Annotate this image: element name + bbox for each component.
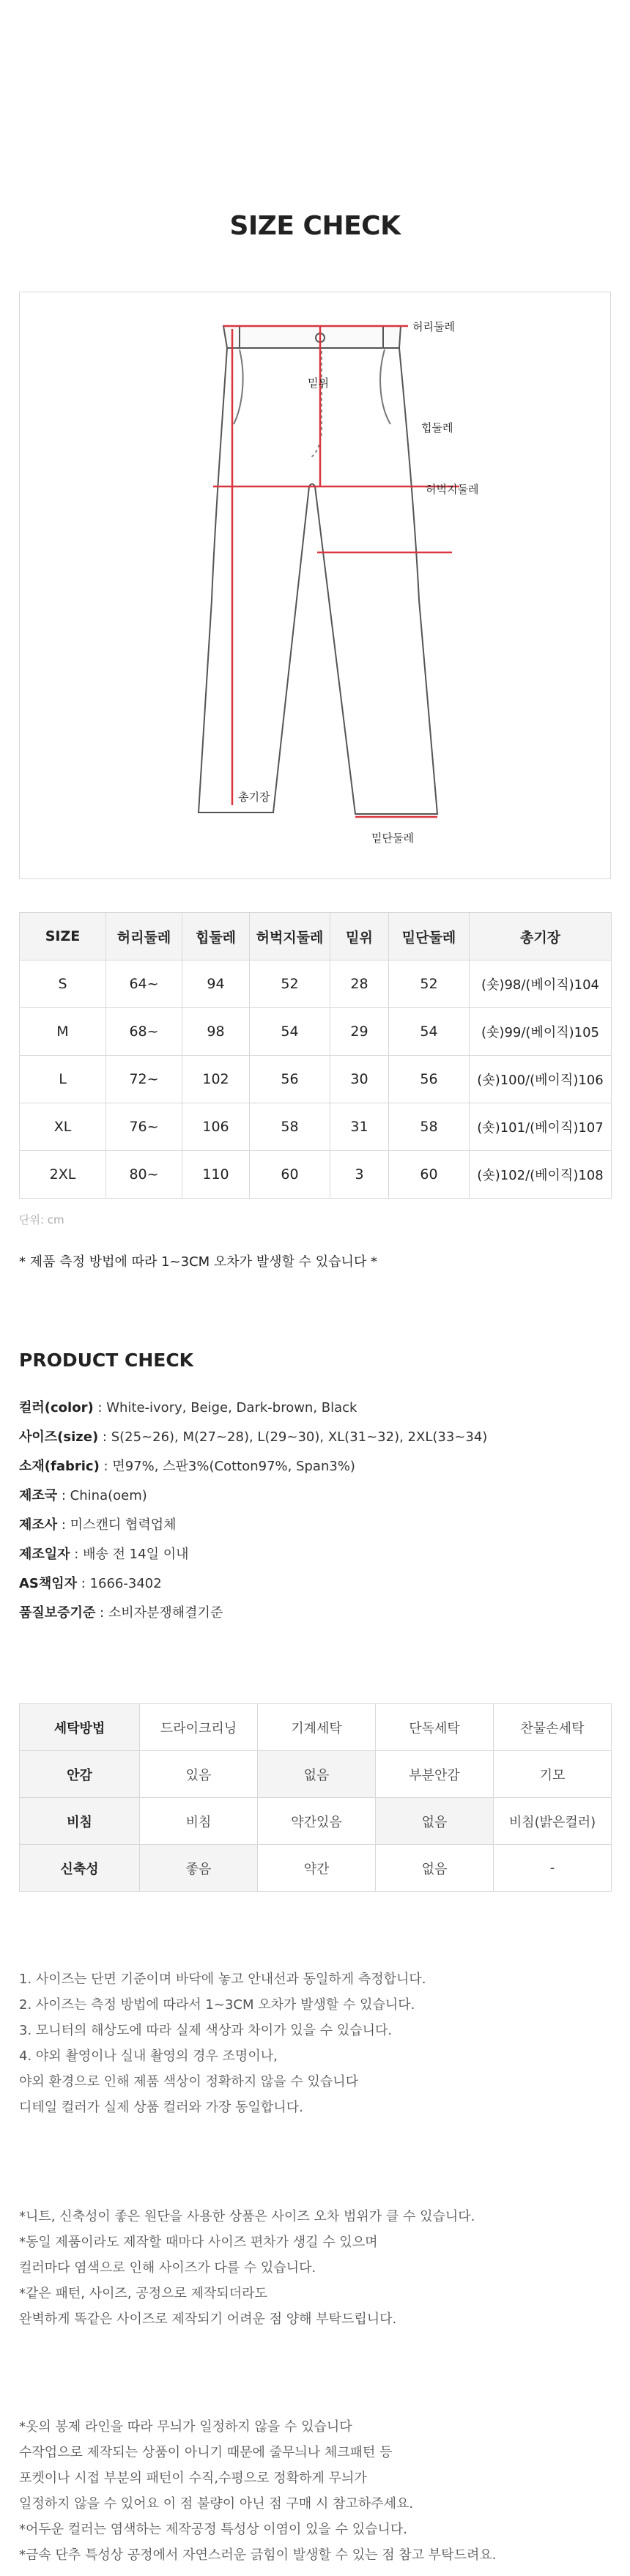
waist-cell: 72~ bbox=[106, 1056, 182, 1103]
waist-cell: 68~ bbox=[106, 1008, 182, 1056]
note-line: 2. 사이즈는 측정 방법에 따라서 1~3CM 오차가 발생할 수 있습니다. bbox=[19, 1997, 415, 2013]
table-row bbox=[20, 1704, 612, 1751]
table-row bbox=[20, 1845, 612, 1892]
table-row bbox=[20, 1751, 612, 1798]
spec-value: : 소비자분쟁해결기준 bbox=[95, 1605, 223, 1621]
thigh-label: 허벅지둘레 bbox=[426, 483, 479, 496]
option-cell: 기모 bbox=[494, 1751, 612, 1798]
spec-as-contact bbox=[19, 1573, 162, 1592]
note-line: 컬러마다 염색으로 인해 사이즈가 다를 수 있습니다. bbox=[19, 2260, 316, 2276]
option-cell: 없음 bbox=[376, 1845, 494, 1892]
unit-note: 단위: cm bbox=[19, 1213, 64, 1226]
spec-value: : China(oem) bbox=[57, 1488, 147, 1503]
option-cell: 드라이크리닝 bbox=[140, 1704, 258, 1751]
spec-value: : White-ivory, Beige, Dark-brown, Black bbox=[93, 1400, 357, 1415]
note-line: *금속 단추 특성상 공정에서 자연스러운 긁힘이 발생할 수 있는 점 참고 부탁드려요. bbox=[19, 2547, 497, 2563]
note-line: *니트, 신축성이 좋은 원단을 사용한 상품은 사이즈 오차 범위가 클 수 있습니다. bbox=[19, 2209, 475, 2224]
spec-value: : S(25~26), M(27~28), L(29~30), XL(31~32), 2XL(33~34) bbox=[98, 1429, 488, 1445]
hem-cell: 60 bbox=[389, 1151, 470, 1199]
spec-value: : 면97%, 스판3%(Cotton97%, Span3%) bbox=[99, 1459, 355, 1474]
option-cell: 비침 bbox=[140, 1798, 258, 1845]
spec-label: 컬러(color) bbox=[19, 1400, 94, 1415]
rise-cell: 3 bbox=[330, 1151, 389, 1199]
length-label: 총기장 bbox=[238, 791, 270, 804]
row-header: 안감 bbox=[20, 1751, 140, 1798]
hip-cell: 102 bbox=[182, 1056, 250, 1103]
size-table-header: 허벅지둘레 bbox=[250, 913, 330, 961]
note-line: 3. 모니터의 해상도에 따라 실제 색상과 차이가 있을 수 있습니다. bbox=[19, 2023, 393, 2038]
spec-value: : 1666-3402 bbox=[77, 1576, 162, 1591]
size-table-header: 밑단둘레 bbox=[389, 913, 470, 961]
note-line: 디테일 컬러가 실제 상품 컬러와 가장 동일합니다. bbox=[19, 2100, 303, 2115]
rise-cell: 28 bbox=[330, 961, 389, 1008]
hip-cell: 98 bbox=[182, 1008, 250, 1056]
row-header: 비침 bbox=[20, 1798, 140, 1845]
note-line: *옷의 봉제 라인을 따라 무늬가 일정하지 않을 수 있습니다 bbox=[19, 2419, 352, 2435]
note-line: *같은 패턴, 사이즈, 공정으로 제작되더라도 bbox=[19, 2286, 267, 2301]
length-cell: (숏)100/(베이직)106 bbox=[470, 1056, 612, 1103]
thigh-cell: 60 bbox=[250, 1151, 330, 1199]
size-table-header: SIZE bbox=[20, 913, 106, 961]
spec-value: : 배송 전 14일 이내 bbox=[70, 1547, 189, 1562]
note-line: 1. 사이즈는 단면 기준이며 바닥에 놓고 안내선과 동일하게 측정합니다. bbox=[19, 1972, 426, 1987]
thigh-cell: 52 bbox=[250, 961, 330, 1008]
size-cell: M bbox=[20, 1008, 106, 1056]
size-table-header-row bbox=[20, 913, 612, 961]
spec-label: 사이즈(size) bbox=[19, 1429, 99, 1445]
note-line: 일정하지 않을 수 있어요 이 점 불량이 아닌 점 구매 시 참고하주세요. bbox=[19, 2496, 414, 2512]
table-row bbox=[20, 1103, 612, 1151]
spec-fabric bbox=[19, 1456, 355, 1475]
size-cell: XL bbox=[20, 1103, 106, 1151]
measurement-error-note: * 제품 측정 방법에 따라 1~3CM 오차가 발생할 수 있습니다 * bbox=[19, 1254, 378, 1270]
knit-notes bbox=[19, 2204, 475, 2332]
hem-cell: 54 bbox=[389, 1008, 470, 1056]
note-line: *동일 제품이라도 제작할 때마다 사이즈 편차가 생길 수 있으며 bbox=[19, 2235, 378, 2250]
waist-cell: 64~ bbox=[106, 961, 182, 1008]
hem-cell: 56 bbox=[389, 1056, 470, 1103]
length-cell: (숏)101/(베이직)107 bbox=[470, 1103, 612, 1151]
hip-cell: 110 bbox=[182, 1151, 250, 1199]
option-cell-selected: 좋음 bbox=[140, 1845, 258, 1892]
waist-cell: 76~ bbox=[106, 1103, 182, 1151]
size-cell: L bbox=[20, 1056, 106, 1103]
spec-value: : 미스캔디 협력업체 bbox=[57, 1517, 177, 1533]
table-row bbox=[20, 1056, 612, 1103]
size-check-title: SIZE CHECK bbox=[229, 211, 401, 241]
table-row bbox=[20, 1151, 612, 1199]
hip-label: 힙둘레 bbox=[421, 421, 453, 434]
option-cell: 단독세탁 bbox=[376, 1704, 494, 1751]
option-cell-selected: 없음 bbox=[376, 1798, 494, 1845]
note-line: 완벽하게 똑같은 사이즈로 제작되기 어려운 점 양해 부탁드립니다. bbox=[19, 2312, 397, 2327]
note-line: 4. 야외 촬영이나 실내 촬영의 경우 조명이나, bbox=[19, 2048, 278, 2064]
row-header: 세탁방법 bbox=[20, 1704, 140, 1751]
size-table bbox=[19, 912, 612, 1199]
note-line: 포켓이나 시접 부분의 패턴이 수직,수평으로 정확하게 무늬가 bbox=[19, 2470, 367, 2486]
note-line: 야외 환경으로 인해 제품 색상이 정확하지 않을 수 있습니다 bbox=[19, 2074, 359, 2090]
size-cell: S bbox=[20, 961, 106, 1008]
size-table-header: 총기장 bbox=[470, 913, 612, 961]
pants-size-diagram bbox=[19, 292, 611, 879]
thigh-cell: 56 bbox=[250, 1056, 330, 1103]
thigh-cell: 54 bbox=[250, 1008, 330, 1056]
size-cell: 2XL bbox=[20, 1151, 106, 1199]
option-cell: 약간 bbox=[258, 1845, 376, 1892]
option-cell: 찬물손세탁 bbox=[494, 1704, 612, 1751]
spec-manufacture-date bbox=[19, 1544, 188, 1563]
spec-label: 제조사 bbox=[19, 1517, 58, 1533]
hem-label: 밑단둘레 bbox=[371, 832, 414, 845]
size-notes bbox=[19, 1966, 426, 2120]
size-table-header: 힙둘레 bbox=[182, 913, 250, 961]
option-cell: - bbox=[494, 1845, 612, 1892]
spec-label: 품질보증기준 bbox=[19, 1605, 96, 1621]
hem-cell: 58 bbox=[389, 1103, 470, 1151]
size-table-header: 허리둘레 bbox=[106, 913, 182, 961]
waist-cell: 80~ bbox=[106, 1151, 182, 1199]
length-cell: (숏)99/(베이직)105 bbox=[470, 1008, 612, 1056]
option-cell: 있음 bbox=[140, 1751, 258, 1798]
spec-manufacturer bbox=[19, 1514, 177, 1533]
size-table-header: 밑위 bbox=[330, 913, 389, 961]
product-check-title: PRODUCT CHECK bbox=[19, 1350, 194, 1371]
spec-size bbox=[19, 1426, 487, 1446]
spec-label: 제조국 bbox=[19, 1488, 58, 1503]
rise-cell: 29 bbox=[330, 1008, 389, 1056]
thigh-cell: 58 bbox=[250, 1103, 330, 1151]
waist-label: 허리둘레 bbox=[412, 320, 455, 333]
option-cell: 기계세탁 bbox=[258, 1704, 376, 1751]
fabric-info-table bbox=[19, 1703, 612, 1892]
option-cell-selected: 없음 bbox=[258, 1751, 376, 1798]
spec-quality-standard bbox=[19, 1602, 223, 1621]
table-row bbox=[20, 1008, 612, 1056]
length-cell: (숏)98/(베이직)104 bbox=[470, 961, 612, 1008]
row-header: 신축성 bbox=[20, 1845, 140, 1892]
table-row bbox=[20, 961, 612, 1008]
spec-country bbox=[19, 1485, 147, 1504]
spec-label: 제조일자 bbox=[19, 1547, 70, 1562]
hip-cell: 94 bbox=[182, 961, 250, 1008]
table-row bbox=[20, 1798, 612, 1845]
option-cell: 비침(밝은컬러) bbox=[494, 1798, 612, 1845]
hem-cell: 52 bbox=[389, 961, 470, 1008]
rise-cell: 31 bbox=[330, 1103, 389, 1151]
spec-label: AS책임자 bbox=[19, 1576, 78, 1591]
rise-label: 밑위 bbox=[308, 377, 329, 390]
pattern-notes bbox=[19, 2414, 496, 2568]
rise-cell: 30 bbox=[330, 1056, 389, 1103]
note-line: *어두운 컬러는 염색하는 제작공정 특성상 이염이 있을 수 있습니다. bbox=[19, 2522, 407, 2537]
spec-label: 소재(fabric) bbox=[19, 1459, 100, 1474]
hip-cell: 106 bbox=[182, 1103, 250, 1151]
option-cell: 부분안감 bbox=[376, 1751, 494, 1798]
spec-color bbox=[19, 1397, 357, 1416]
note-line: 수작업으로 제작되는 상품이 아니기 때문에 줄무늬나 체크패턴 등 bbox=[19, 2445, 393, 2460]
length-cell: (숏)102/(베이직)108 bbox=[470, 1151, 612, 1199]
option-cell: 약간있음 bbox=[258, 1798, 376, 1845]
